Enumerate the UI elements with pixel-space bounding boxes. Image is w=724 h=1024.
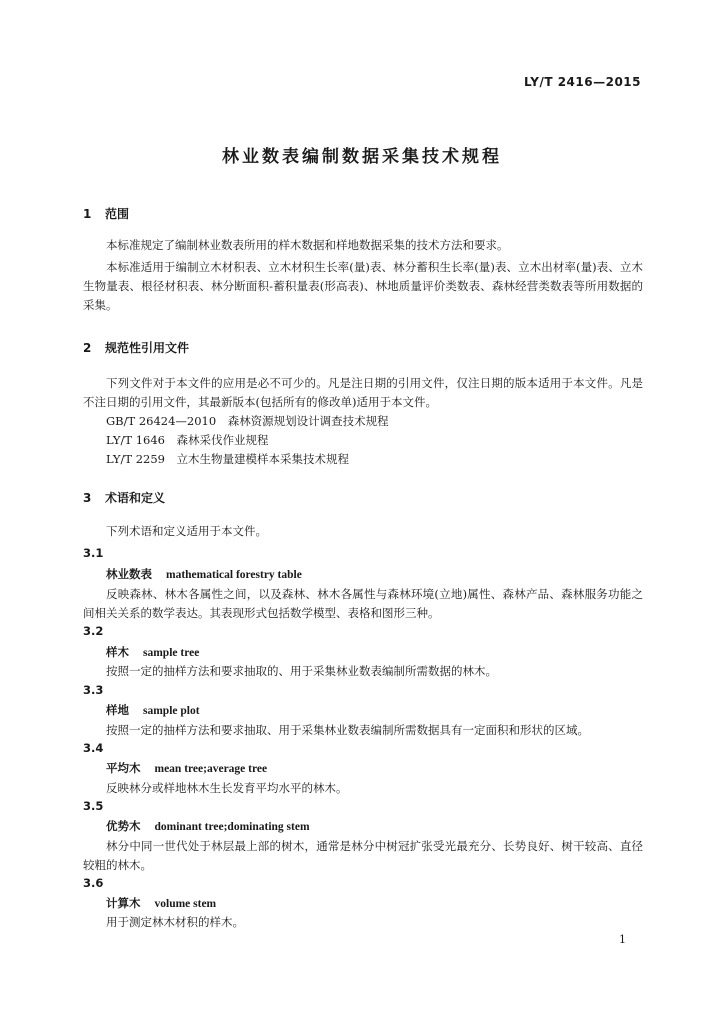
term-entry (83, 566, 666, 582)
term-zh: 优势木 (106, 819, 141, 833)
term-number: 3.2 (83, 624, 104, 638)
section-title: 范围 (105, 207, 130, 221)
paragraph: 下列文件对于本文件的应用是必不可少的。凡是注日期的引用文件，仅注日期的版本适用于本文件。凡是不注日期的引用文件，其最新版本(包括所有的修改单)适用于本文件。 (83, 376, 643, 409)
term-en: sample tree (143, 647, 200, 659)
term-zh: 林业数表 (106, 567, 152, 581)
term-zh: 样木 (106, 645, 129, 659)
term-en: sample plot (143, 705, 200, 717)
reference-item: LY/T 2259 立木生物量建模样本采集技术规程 (106, 452, 349, 466)
term-definition: 反映森林、林木各属性之间，以及森林、林木各属性与森林环境(立地)属性、森林产品、森林服务功能之间相关关系的数学表达。其表现形式包括数学模型、表格和图形三种。 (83, 587, 643, 620)
term-entry (83, 702, 666, 718)
section-number: 1 (83, 207, 92, 221)
term-definition: 林分中同一世代处于林层最上部的树木，通常是林分中树冠扩张受光最充分、长势良好、树干较高、直径较粗的林木。 (83, 839, 643, 872)
section-heading-references (83, 339, 643, 356)
paragraph: 本标准适用于编制立木材积表、立木材积生长率(量)表、林分蓄积生长率(量)表、立木出材率(量)表、立木生物量表、根径材积表、林分断面积-蓄积量表(形高表)、林地质量评价类数表、森林经营类数表等所用数据的采集。 (83, 260, 643, 312)
section-number: 3 (83, 491, 92, 505)
term-number: 3.4 (83, 741, 104, 755)
section-heading-terms (83, 489, 643, 506)
term-entry (83, 895, 666, 911)
page-number: 1 (619, 933, 626, 946)
term-entry (83, 760, 666, 776)
term-en: volume stem (154, 898, 217, 910)
term-en: dominant tree;dominating stem (154, 821, 310, 833)
term-number: 3.3 (83, 683, 104, 697)
paragraph: 本标准规定了编制林业数表所用的样木数据和样地数据采集的技术方法和要求。 (106, 238, 509, 252)
section-title: 规范性引用文件 (105, 341, 190, 355)
term-entry (83, 818, 666, 834)
term-en: mean tree;average tree (154, 763, 268, 775)
reference-item: LY/T 1646 森林采伐作业规程 (106, 433, 269, 447)
page-title: 林业数表编制数据采集技术规程 (222, 147, 502, 167)
standard-code: LY/T 2416—2015 (523, 75, 641, 89)
term-number: 3.6 (83, 876, 104, 890)
section-number: 2 (83, 341, 92, 355)
section-title: 术语和定义 (105, 491, 166, 505)
paragraph: 下列术语和定义适用于本文件。 (106, 524, 267, 538)
term-zh: 计算木 (106, 896, 141, 910)
term-en: mathematical forestry table (166, 569, 302, 581)
term-zh: 样地 (106, 703, 129, 717)
term-definition: 反映林分或样地林木生长发育平均水平的林木。 (106, 781, 348, 795)
section-heading-scope (83, 205, 643, 222)
term-definition: 按照一定的抽样方法和要求抽取、用于采集林业数表编制所需数据具有一定面积和形状的区域。 (106, 723, 589, 737)
term-number: 3.5 (83, 799, 104, 813)
term-zh: 平均木 (106, 761, 141, 775)
term-entry (83, 644, 666, 660)
term-definition: 按照一定的抽样方法和要求抽取的、用于采集林业数表编制所需数据的林木。 (106, 664, 497, 678)
term-definition: 用于测定林木材积的样木。 (106, 915, 244, 929)
term-number: 3.1 (83, 546, 104, 560)
reference-item: GB/T 26424—2010 森林资源规划设计调查技术规程 (106, 414, 389, 428)
